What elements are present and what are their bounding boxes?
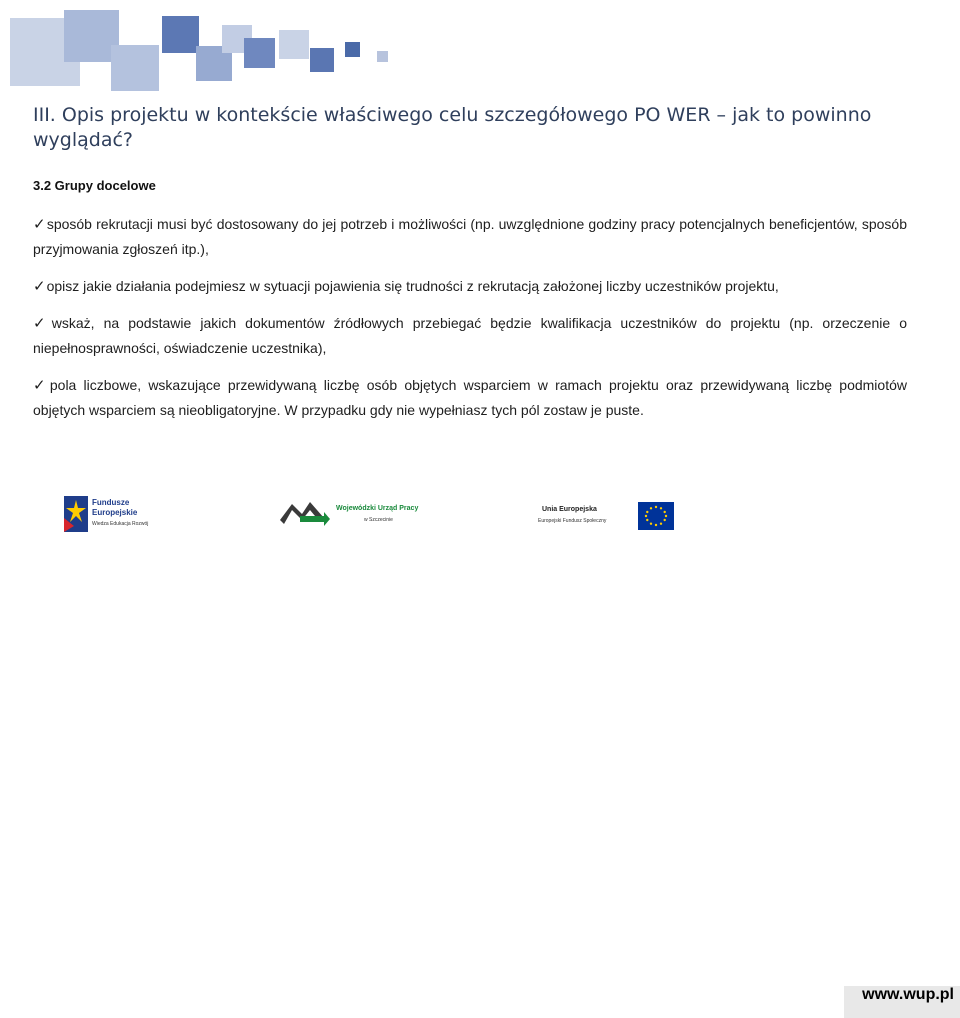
decor-square bbox=[377, 51, 388, 62]
check-mark-icon: ✓ bbox=[33, 215, 46, 233]
bullet-list bbox=[33, 212, 907, 435]
eu-logo-line1: Unia Europejska bbox=[542, 506, 597, 513]
list-item-text: opisz jakie działania podejmiesz w sytuacji pojawienia się trudności z rekrutacją założonej liczby uczestników projektu, bbox=[46, 278, 779, 294]
section-subtitle: 3.2 Grupy docelowe bbox=[33, 178, 156, 193]
fundusze-europejskie-logo bbox=[64, 496, 174, 534]
eu-logo-line2: Europejski Fundusz Społeczny bbox=[538, 518, 607, 524]
check-mark-icon: ✓ bbox=[33, 376, 49, 394]
list-item bbox=[33, 373, 907, 423]
list-item-text: sposób rekrutacji musi być dostosowany do jej potrzeb i możliwości (np. uwzględnione godziny pracy potencjalnych beneficjentów, sposób przyjmowania zgłoszeń itp.), bbox=[33, 216, 907, 257]
fe-logo-line2: Europejskie bbox=[92, 508, 138, 517]
wup-logo-line1: Wojewódzki Urząd Pracy bbox=[336, 505, 419, 512]
fe-logo-line3: Wiedza Edukacja Rozwój bbox=[92, 521, 149, 527]
decor-square bbox=[345, 42, 360, 57]
fe-emblem-icon bbox=[64, 496, 88, 532]
website-link[interactable]: www.wup.pl bbox=[844, 986, 960, 1018]
page-title: III. Opis projektu w kontekście właściwego celu szczegółowego PO WER – jak to powinno wyglądać? bbox=[33, 104, 872, 151]
decor-square bbox=[111, 45, 159, 91]
decor-square bbox=[162, 16, 199, 53]
check-mark-icon: ✓ bbox=[33, 277, 46, 295]
footer-logos bbox=[0, 488, 960, 1003]
decor-square bbox=[244, 38, 275, 68]
decor-square bbox=[310, 48, 334, 72]
decor-square bbox=[279, 30, 309, 59]
fe-logo-line1: Fundusze bbox=[92, 498, 130, 507]
eu-flag-icon bbox=[638, 502, 674, 530]
wup-logo bbox=[280, 500, 430, 530]
wup-emblem-icon bbox=[280, 500, 330, 526]
wup-logo-line2: w Szczecinie bbox=[364, 517, 393, 523]
list-item-text: pola liczbowe, wskazujące przewidywaną liczbę osób objętych wsparciem w ramach projektu oraz przewidywaną liczbę podmiotów objętych wsparciem są nieobligatoryjne. W przypadku gdy nie wypełniasz tych pól zostaw je puste. bbox=[33, 377, 907, 418]
list-item-text: wskaż, na podstawie jakich dokumentów źródłowych przebiegać będzie kwalifikacja uczestników do projektu (np. orzeczenie o niepełnosprawności, oświadczenie uczestnika), bbox=[33, 315, 907, 356]
check-mark-icon: ✓ bbox=[33, 314, 51, 332]
list-item bbox=[33, 311, 907, 361]
list-item bbox=[33, 212, 907, 262]
list-item bbox=[33, 274, 907, 299]
eu-logo bbox=[538, 500, 678, 532]
